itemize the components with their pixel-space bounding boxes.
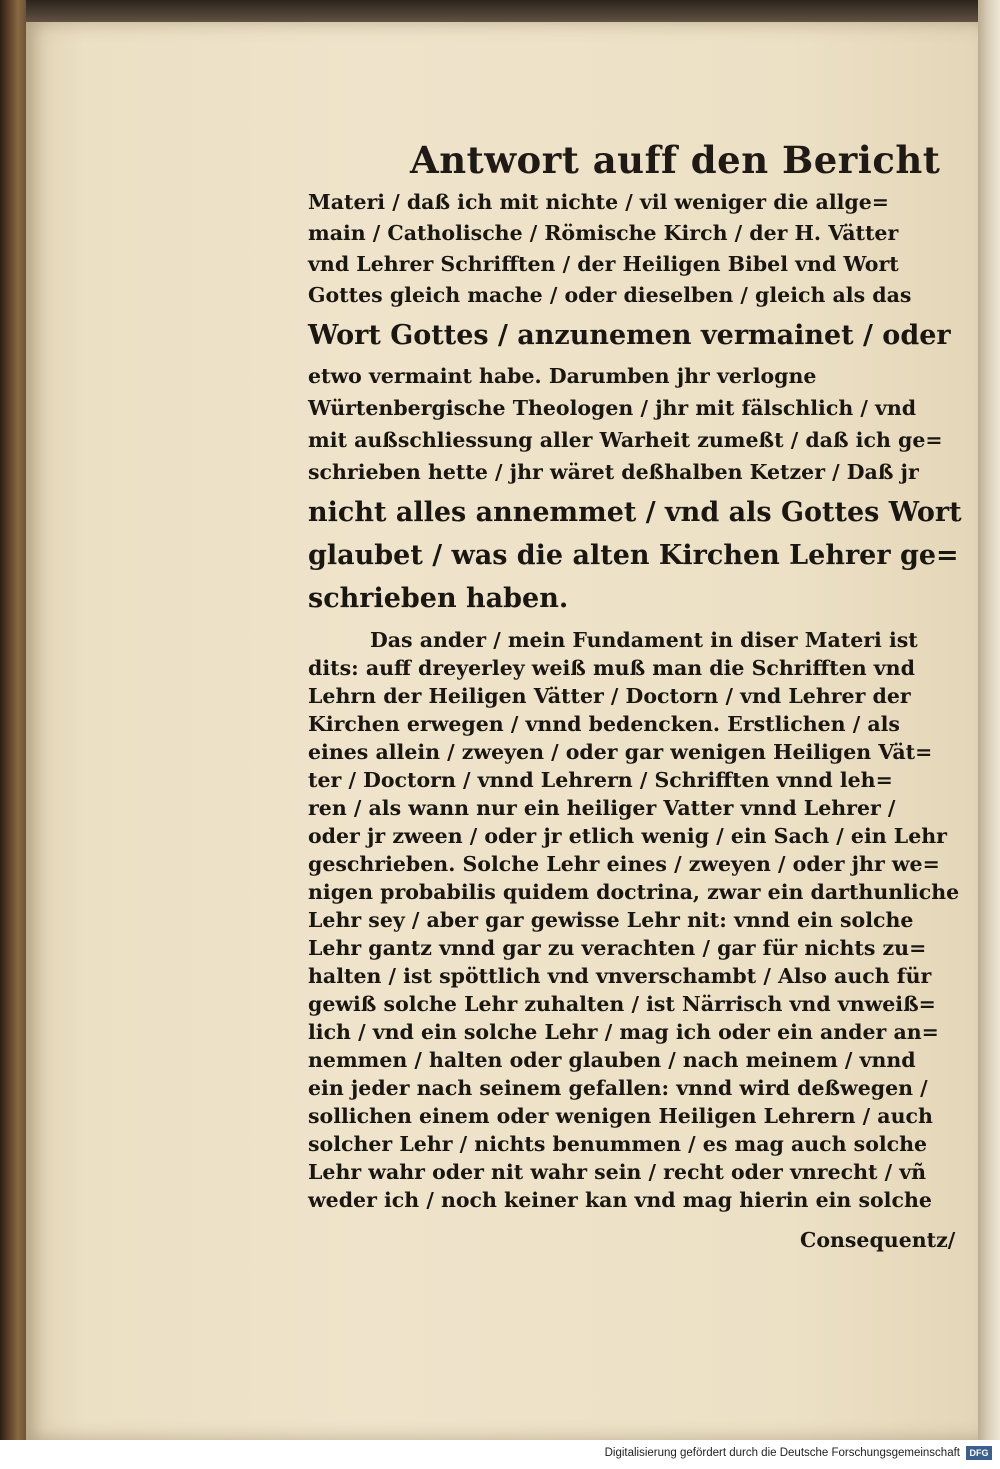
text-line: halten / ist spöttlich vnd vnverschambt / Also auch für	[308, 964, 932, 988]
dfg-logo: DFG	[966, 1446, 992, 1460]
text-line: Lehr gantz vnnd gar zu verachten / gar für nichts zu=	[308, 936, 927, 960]
page-fore-edge	[978, 0, 1000, 1440]
text-line: ter / Doctorn / vnnd Lehrern / Schrifften vnnd leh=	[308, 768, 893, 792]
text-line: schrieben haben.	[308, 583, 569, 614]
text-line: Wort Gottes / anzunemen vermainet / oder	[308, 320, 951, 351]
text-line: schrieben hette / jhr wäret deßhalben Ketzer / Daß jr	[308, 460, 919, 484]
text-line: Materi / daß ich mit nichte / vil weniger die allge=	[308, 190, 889, 214]
text-line: nicht alles annemmet / vnd als Gottes Wort	[308, 497, 962, 528]
text-line: dits: auff dreyerley weiß muß man die Schrifften vnd	[308, 656, 915, 680]
text-line: lich / vnd ein solche Lehr / mag ich oder ein ander an=	[308, 1020, 939, 1044]
book-spine	[0, 0, 26, 1440]
text-line: ein jeder nach seinem gefallen: vnnd wird deßwegen /	[308, 1076, 928, 1100]
text-line: gewiß solche Lehr zuhalten / ist Närrisch vnd vnweiß=	[308, 992, 936, 1016]
text-line: nemmen / halten oder glauben / nach meinem / vnnd	[308, 1048, 916, 1072]
text-line: sollichen einem oder wenigen Heiligen Lehrern / auch	[308, 1104, 933, 1128]
text-line: Lehr sey / aber gar gewisse Lehr nit: vnnd ein solche	[308, 908, 914, 932]
text-line: glaubet / was die alten Kirchen Lehrer ge=	[308, 540, 959, 571]
text-line: etwo vermaint habe. Darumben jhr verlogne	[308, 364, 817, 388]
text-line: eines allein / zweyen / oder gar wenigen Heiligen Vät=	[308, 740, 933, 764]
text-line: main / Catholische / Römische Kirch / der H. Vätter	[308, 221, 899, 245]
catchword: Consequentz/	[800, 1228, 956, 1252]
text-line: oder jr zween / oder jr etlich wenig / ein Sach / ein Lehr	[308, 824, 947, 848]
text-line: geschrieben. Solche Lehr eines / zweyen / oder jhr we=	[308, 852, 940, 876]
text-line: ren / als wann nur ein heiliger Vatter vnnd Lehrer /	[308, 796, 896, 820]
text-line: solcher Lehr / nichts benummen / es mag auch solche	[308, 1132, 928, 1156]
text-line: Gottes gleich mache / oder dieselben / gleich als das	[308, 283, 912, 307]
text-line: mit außschliessung aller Warheit zumeßt / daß ich ge=	[308, 428, 943, 452]
text-line: Lehr wahr oder nit wahr sein / recht oder vnrecht / vñ	[308, 1160, 927, 1184]
text-line: vnd Lehrer Schrifften / der Heiligen Bibel vnd Wort	[308, 252, 899, 276]
paragraph-start: Das ander / mein Fundament in diser Materi ist	[370, 628, 918, 652]
running-title: Antwort auff den Bericht	[410, 138, 941, 182]
text-line: weder ich / noch keiner kan vnd mag hierin ein solche	[308, 1188, 932, 1212]
text-line: nigen probabilis quidem doctrina, zwar ein darthunliche	[308, 880, 960, 904]
text-line: Würtenbergische Theologen / jhr mit fälschlich / vnd	[308, 396, 917, 420]
text-line: Lehrn der Heiligen Vätter / Doctorn / vnd Lehrer der	[308, 684, 911, 708]
text-line: Kirchen erwegen / vnnd bedencken. Erstlichen / als	[308, 712, 900, 736]
footer-credit: Digitalisierung gefördert durch die Deutsche Forschungsgemeinschaft	[604, 1447, 960, 1459]
